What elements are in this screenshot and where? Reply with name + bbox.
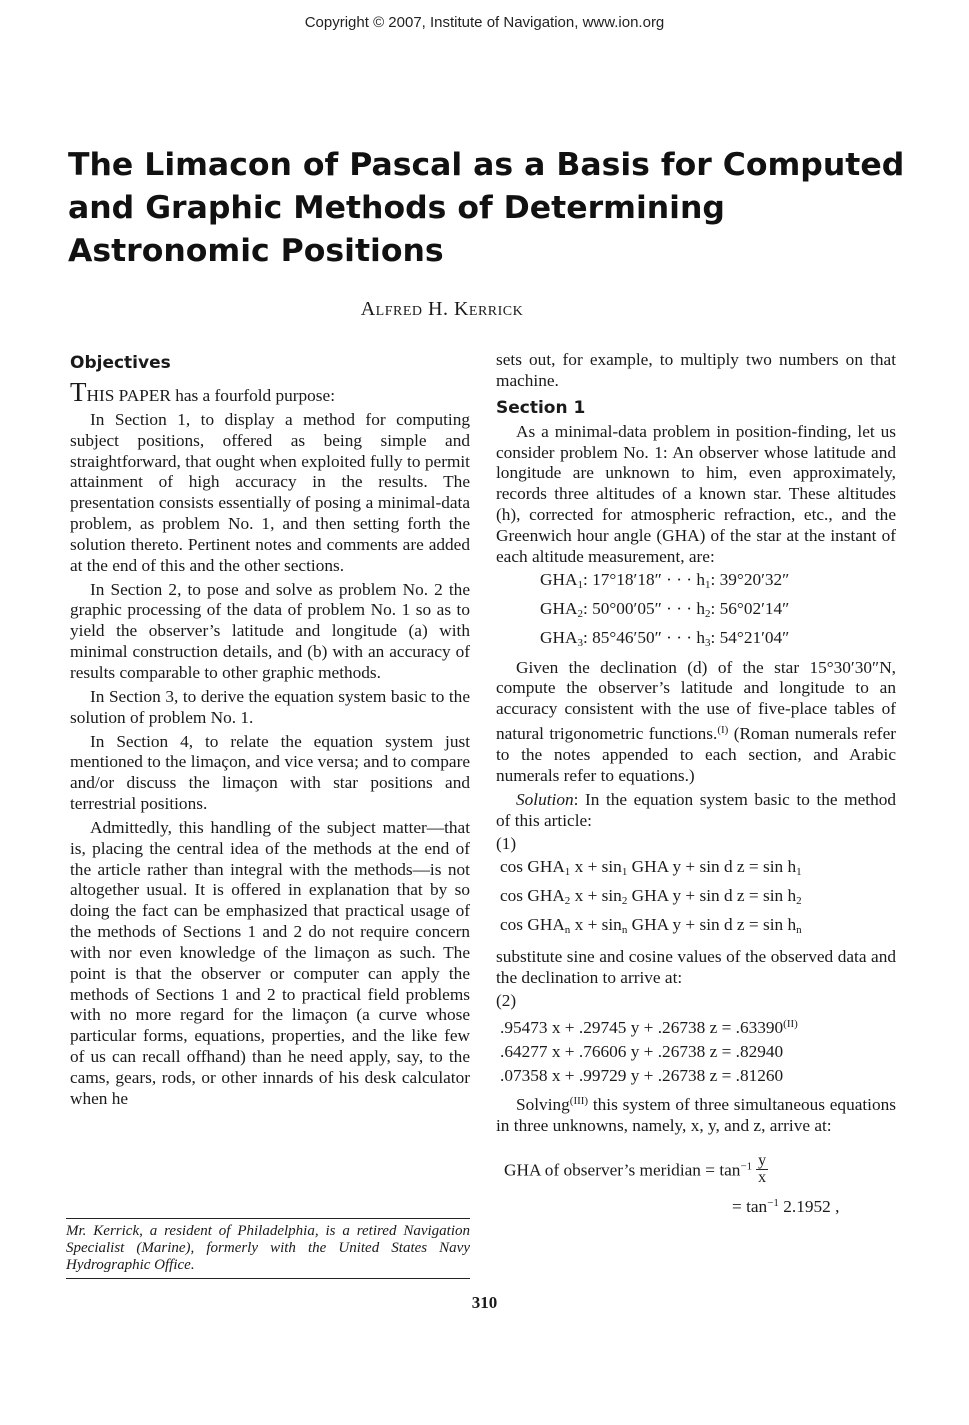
equation-label-2: (2) <box>496 991 517 1011</box>
eq-sub: 1 <box>796 866 802 879</box>
eq-term: GHA y + sin d z = sin h <box>627 857 797 877</box>
gha-result-prefix: = tan <box>732 1196 768 1216</box>
equation-label-1: (1) <box>496 834 517 854</box>
equation-line <box>500 913 896 942</box>
note-ref: (II) <box>783 1018 798 1031</box>
problem-intro: As a minimal-data problem in position-finding, let us consider problem No. 1: An observer whose latitude and longitude are unknown to him, even approximately, records three altitudes of a known star. These altitudes (h), corrected for atmospheric refraction, etc., and the Greenwich hour angle (GHA) of the star at the instant of each altitude measurement, are: <box>496 421 896 566</box>
equation-line <box>500 884 896 913</box>
solution-label: Solution <box>516 789 574 809</box>
h-subscript: 3 <box>705 636 711 649</box>
title-line: Astronomic Positions <box>68 233 444 269</box>
eq-term: x + sin <box>570 857 622 877</box>
page-number: 310 <box>471 1293 498 1312</box>
gha-result-line <box>732 1193 839 1218</box>
gha-subscript: 3 <box>577 636 583 649</box>
observation-row: $GHA_2$: 50°00′05″ · · · $h_2$: 56°02′14″ <box>540 598 790 620</box>
objectives-heading: Objectives <box>70 353 171 373</box>
continuation-text: sets out, for example, to multiply two numbers on that machine. <box>496 350 896 390</box>
substitute-text: substitute sine and cosine values of the observed data and the declination to arrive at: <box>496 947 896 988</box>
inverse-sup: −1 <box>767 1196 779 1209</box>
eq-sub: n <box>564 924 571 937</box>
section1-heading: Section 1 <box>496 397 586 418</box>
gha-formula-line <box>504 1151 768 1188</box>
eq-sub: 1 <box>564 866 571 879</box>
eq-sub: 2 <box>564 895 571 908</box>
gha-label: GHA of observer’s meridian = tan <box>504 1160 741 1180</box>
gha-formula <box>496 1147 896 1221</box>
h-value: : 56°02′14″ <box>710 598 790 618</box>
lead-paragraph <box>70 377 470 407</box>
solution-paragraph <box>496 790 896 832</box>
equation-line: .64277 x + .76606 y + .26738 z = .82940 <box>500 1042 784 1062</box>
solving-paragraph <box>496 1091 896 1137</box>
paragraph-section3: In Section 3, to derive the equation system basic to the solution of problem No. 1. <box>70 686 470 727</box>
given-paragraph <box>496 658 896 787</box>
equation-line <box>500 1012 896 1040</box>
note-ref: (I) <box>717 724 729 737</box>
copyright-notice: Copyright © 2007, Institute of Navigation, www.ion.org <box>304 14 665 31</box>
eq-term: GHA y + sin d z = sin h <box>627 886 797 906</box>
gha-value: : 50°00′05″ · · · h <box>582 598 705 618</box>
eq-sub: n <box>796 924 802 937</box>
eq-sub: 1 <box>621 866 628 879</box>
fraction <box>756 1153 768 1186</box>
fraction-numerator: y <box>758 1151 767 1169</box>
eq-term: x + sin <box>570 915 622 935</box>
h-value: : 54°21′04″ <box>710 627 790 647</box>
gha-subscript: 1 <box>577 578 583 591</box>
gha-result-value: 2.1952 , <box>778 1196 840 1216</box>
h-subscript: 2 <box>705 607 711 620</box>
eq-term: cos GHA <box>500 915 565 935</box>
eq-sub: n <box>621 924 628 937</box>
paragraph-section4: In Section 4, to relate the equation system just mentioned to the limaçon, and vice versa; and to compare and/or discuss the limaçon with star positions and terrestrial positions. <box>70 731 470 814</box>
drop-cap: T <box>70 377 87 407</box>
title-line: The Limacon of Pascal as a Basis for Computed <box>68 147 905 183</box>
lead-rest: has a fourfold purpose: <box>170 386 336 405</box>
observation-row: $GHA_3$: 85°46′50″ · · · $h_3$: 54°21′04″ <box>540 627 790 649</box>
solving-word: Solving <box>516 1095 570 1115</box>
equation-line: .07358 x + .99729 y + .26738 z = .81260 <box>500 1066 784 1086</box>
article-title <box>68 144 905 273</box>
gha-value: : 17°18′18″ · · · h <box>582 569 705 589</box>
equation-line <box>500 855 896 884</box>
left-column <box>70 352 470 1110</box>
solution-text: : In the equation system basic to the method of this article: <box>496 789 896 830</box>
solving-text: this system of three simultaneous equations in three unknowns, namely, x, y, and z, arrive at: <box>496 1095 896 1135</box>
eq-term: cos GHA <box>500 857 565 877</box>
author-name: Alfred H. Kerrick <box>360 298 524 320</box>
eq-term: x + sin <box>570 886 622 906</box>
gha-subscript: 2 <box>577 607 583 620</box>
eq-text: .95473 x + .29745 y + .26738 z = .63390 <box>500 1018 784 1038</box>
paragraph-admittedly: Admittedly, this handling of the subject matter—that is, placing the central idea of the methods at the end of the article rather than integral with the methods—is not altogether usual. It is offered in explanation that by so doing the fact can be emphasized that practical usage of the methods of Sections 1 and 2 do not require concern with nor even knowledge of the limaçon as such. The point is that the observer or computer can apply the methods of Sections 1 and 2 to practical field problems with no more regard for the limaçon (a curve whose particular forms, equations, properties, and the like few of us can recall offhand) than he need apply, say, to the cams, gears, rods, or other innards of his desk calculator when he <box>70 817 470 1108</box>
paragraph-section2: In Section 2, to pose and solve as problem No. 2 the graphic processing of the data of problem No. 1 so as to yield the observer’s latitude and longitude (a) with minimal construction details, and (b) with an accuracy of results comparable to other graphic methods. <box>70 579 470 682</box>
eq-sub: 2 <box>621 895 628 908</box>
observation-row: $GHA_1$: 17°18′18″ · · · $h_1$: 39°20′32″ <box>540 569 790 591</box>
eq-term: GHA y + sin d z = sin h <box>627 915 797 935</box>
fraction-denominator: x <box>758 1168 767 1186</box>
given-tail: (Roman numerals refer to the notes appended to each section, and Arabic numerals refer to equations.) <box>496 724 896 785</box>
eq-sub: 2 <box>796 895 802 908</box>
lead-caps: HIS PAPER <box>86 386 171 405</box>
h-value: : 39°20′32″ <box>710 569 790 589</box>
gha-value: : 85°46′50″ · · · h <box>582 627 705 647</box>
paragraph-section1: In Section 1, to display a method for computing subject positions, offered as being simple and straightforward, that ought when exploited fully to permit attainment of high accuracy in the results. The presentation consists essentially of posing a minimal-data problem, as problem No. 1, and then setting forth the solution thereto. Pertinent notes and comments are added at the end of this and the other sections. <box>70 409 470 575</box>
title-line: and Graphic Methods of Determining <box>68 190 725 226</box>
right-column <box>496 350 896 1221</box>
note-ref: (III) <box>569 1095 589 1108</box>
eq-term: cos GHA <box>500 886 565 906</box>
inverse-sup: −1 <box>740 1160 753 1173</box>
given-text: Given the declination (d) of the star 15°30′30″N, compute the observer’s latitude and longitude to an accuracy consistent with the use of five-place tables of natural trigonometric functions. <box>496 657 896 744</box>
author-footnote: Mr. Kerrick, a resident of Philadelphia, is a retired Navigation Specialist (Marine), formerly with the United States Navy Hydrographic Office. <box>66 1218 470 1279</box>
h-subscript: 1 <box>705 578 711 591</box>
